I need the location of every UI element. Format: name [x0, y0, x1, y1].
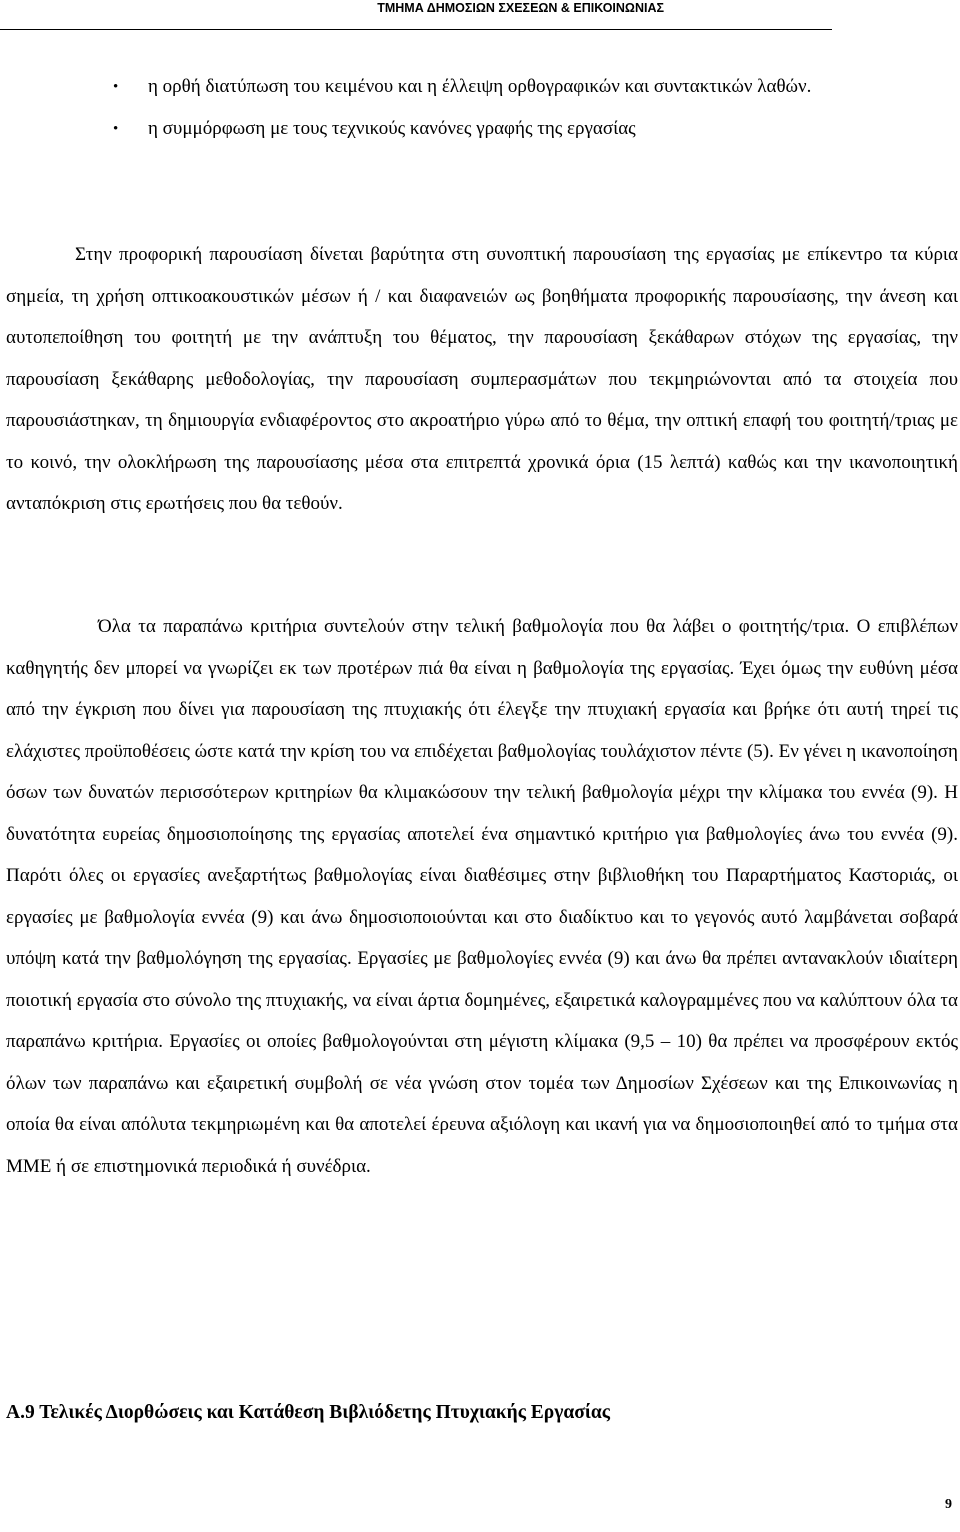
criteria-bullet-list: [0, 66, 960, 150]
bullet-icon: •: [113, 121, 119, 137]
section-heading: Α.9 Τελικές Διορθώσεις και Κατάθεση Βιβλιόδετης Πτυχιακής Εργασίας: [6, 1402, 611, 1423]
grading-paragraph: Όλα τα παραπάνω κριτήρια συντελούν στην τελική βαθμολογία που θα λάβει ο φοιτητής/τρια. Ο επιβλέπων καθηγητής δεν μπορεί να γνωρίζει εκ των προτέρων πιά θα είναι η βαθμολογία της εργασίας. Έχει όμως την ευθύνη μέσα από την έγκριση που δίνει για παρουσίαση της πτυχιακής ότι έλεγξε την πτυχιακή εργασία και βρήκε ότι αυτή τηρεί τις ελάχιστες προϋποθέσεις ώστε κατά την κρίση του να επιδέχεται βαθμολογίας τουλάχιστον πέντε (5). Εν γένει η ικανοποίηση όσων των δυνατών περισσότερων κριτηρίων θα κλιμακώσουν την τελική βαθμολογία μέχρι την κλίμακα του εννέα (9). Η δυνατότητα ευρείας δημοσιοποίησης της εργασίας αποτελεί ένα σημαντικό κριτήριο για βαθμολογίες άνω του εννέα (9). Παρότι όλες οι εργασίες ανεξαρτήτως βαθμολογίας είναι διαθέσιμες στην βιβλιοθήκη του Παραρτήματος Καστοριάς, οι εργασίες με βαθμολογία εννέα (9) και άνω δημοσιοποιούνται και στο διαδίκτυο και το γεγονός αυτό λαμβάνεται σοβαρά υπόψη κατά την βαθμολόγηση της εργασίας. Εργασίες με βαθμολογίες εννέα (9) και άνω θα πρέπει αντανακλούν ιδιαίτερη ποιοτική εργασία στο σύνολο της πτυχιακής, να είναι άρτια δομημένες, εξαιρετικά καλογραμμένες που να καλύπτουν όλα τα παραπάνω κριτήρια. Εργασίες οι οποίες βαθμολογούνται στη μέγιστη κλίμακα (9,5 – 10) θα πρέπει να προσφέρουν εκτός όλων των παραπάνω και εξαιρετική συμβολή σε νέα γνώση στον τομέα των Δημοσίων Σχέσεων και της Επικοινωνίας η οποία θα είναι απόλυτα τεκμηριωμένη και θα αποτελεί έρευνα αξιόλογη και ικανή για να δημοσιοποιηθεί από το τμήμα στα ΜΜΕ ή σε επιστημονικά περιοδικά ή συνέδρια.: [6, 616, 958, 1177]
bullet-text: η συμμόρφωση με τους τεχνικούς κανόνες γραφής της εργασίας: [148, 118, 636, 139]
page-number: 9: [945, 1497, 952, 1512]
page-header: [0, 0, 960, 40]
list-item: [0, 108, 960, 150]
header-rule: [0, 29, 832, 30]
oral-presentation-paragraph: Στην προφορική παρουσίαση δίνεται βαρύτητα στη συνοπτική παρουσίαση της εργασίας με επίκεντρο τα κύρια σημεία, τη χρήση οπτικοακουστικών μέσων ή / και διαφανειών ως βοηθήματα προφορικής παρουσίασης, την άνεση και αυτοπεποίθηση του φοιτητή με την ανάπτυξη του θέματος, την παρουσίαση ξεκάθαρων στόχων της εργασίας, την παρουσίαση ξεκάθαρης μεθοδολογίας, την παρουσίαση συμπερασμάτων που τεκμηριώνονται από τα στοιχεία που παρουσιάστηκαν, τη δημιουργία ενδιαφέροντος στο ακροατήριο γύρω από το θέμα, την οπτική επαφή του φοιτητή/τριας με το κοινό, την ολοκλήρωση της παρουσίασης μέσα στα επιτρεπτά χρονικά όρια (15 λεπτά) καθώς και την ικανοποιητική ανταπόκριση στις ερωτήσεις που θα τεθούν.: [6, 244, 958, 514]
department-header-title: ΤΜΗΜΑ ΔΗΜΟΣΙΩΝ ΣΧΕΣΕΩΝ & ΕΠΙΚΟΙΝΩΝΙΑΣ: [377, 1, 664, 15]
list-item: [0, 66, 960, 108]
bullet-text: η ορθή διατύπωση του κειμένου και η έλλειψη ορθογραφικών και συντακτικών λαθών.: [148, 76, 812, 97]
bullet-icon: •: [113, 79, 119, 95]
